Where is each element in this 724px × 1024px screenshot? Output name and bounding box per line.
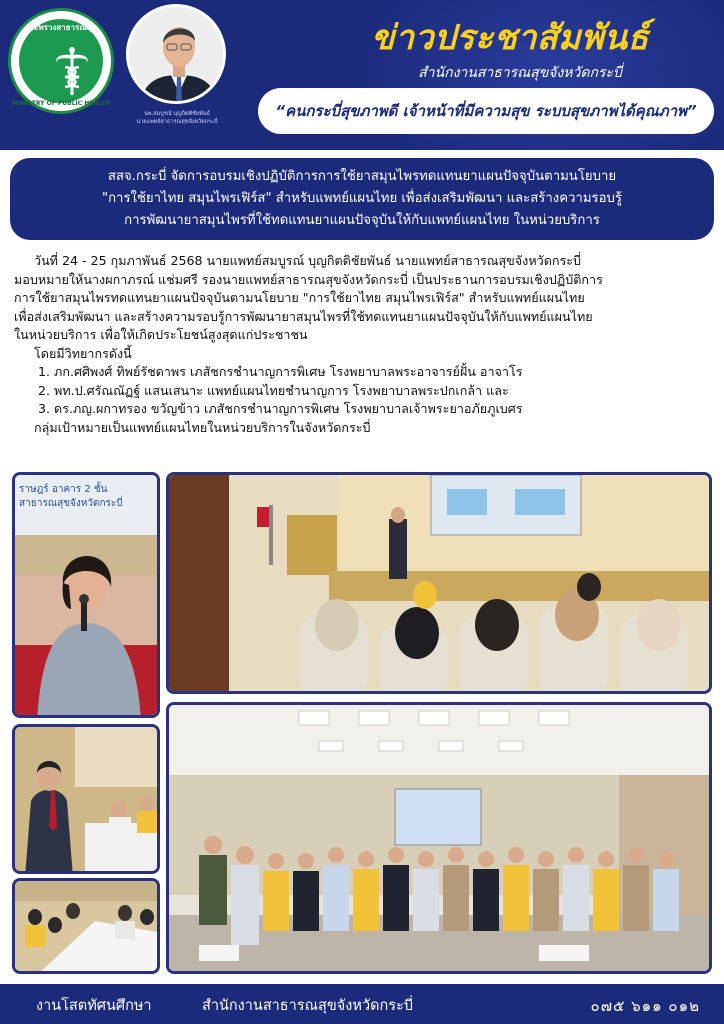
article-line: เพื่อส่งเสริมพัฒนา และสร้างความรอบรู้การพัฒนายาสมุนไพรที่ใช้ทดแทนยาแผนปัจจุบันให้กับแพทย์แผนไทย [14,308,593,324]
header-banner [0,0,724,150]
speaker-item: 3. ดร.ภญ.ผกาทรอง ขวัญข้าว เภสัชกรชำนาญการพิเศษ โรงพยาบาลเจ้าพระยาอภัยภูเบศร [38,401,523,416]
headline-line: การพัฒนายาสมุนไพรที่ใช้ทดแทนยาแผนปัจจุบันให้กับแพทย์แผนไทย ในหน่วยบริการ [124,213,600,228]
photo-scene [169,475,712,694]
headline-line: สสจ.กระบี่ จัดการอบรมเชิงปฏิบัติการการใช้ยาสมุนไพรทดแทนยาแผนปัจจุบันตามนโยบาย [107,169,617,184]
footer-bar [0,984,724,1024]
person-photo [129,7,226,104]
photo-classroom [166,472,712,694]
moph-logo-icon [8,8,114,114]
photo-scene [15,727,160,874]
page-subtitle: สำนักงานสาธารณสุขจังหวัดกระบี่ [418,65,622,81]
footer-org: สำนักงานสาธารณสุขจังหวัดกระบี่ [202,998,414,1014]
sign-line: สาธารณสุขจังหวัดกระบี่ [19,498,123,509]
slogan-banner: “คนกระบี่สุขภาพดี เจ้าหน้าที่มีความสุข ระบบสุขภาพได้คุณภาพ” [258,88,714,134]
page-title: ข่าวประชาสัมพันธ์ [371,18,649,58]
person-caption [112,110,242,126]
logo-green-disc [19,19,103,103]
article-line: วันที่ 24 - 25 กุมภาพันธ์ 2568 นายแพทย์สมบูรณ์ บุญกิตติชัยพันธ์ นายแพทย์สาธารณสุขจังหวัดกระบี่ [34,253,582,268]
speakers-intro: โดยมีวิทยากรดังนี้ [34,345,132,361]
footer-phone: ๐๗๕ ๖๑๑ ๐๑๒ [590,997,700,1015]
logo-text-thai: กระทรวงสาธารณสุข [24,23,98,32]
person-name: นพ.สมบูรณ์ บุญกิตติชัยพันธ์ [144,111,210,117]
target-group: กลุ่มเป้าหมายเป็นแพทย์แผนไทยในหน่วยบริการในจังหวัดกระบี่ [34,419,371,435]
article-body [14,252,714,437]
photo-group [166,702,712,974]
headline-box [10,158,714,240]
sign-line: ราษฎร์ อาคาร 2 ชั้น [19,484,108,495]
speaker-item: 1. ภก.ศศิพงศ์ ทิพย์รัชดาพร เภสัชกรชำนาญการพิเศษ โรงพยาบาลพระอาจารย์ฝั้น อาจาโร [38,364,523,379]
article-line: ในหน่วยบริการ เพื่อให้เกิดประโยชน์สูงสุดแก่ประชาชน [14,327,308,342]
caduceus-icon [49,45,95,97]
article-line: การใช้ยาสมุนไพรทดแทนยาแผนปัจจุบันตามนโยบาย "การใช้ยาไทย สมุนไพรเฟิร์ส" สำหรับแพทย์แผนไทย [14,290,585,305]
article-line: มอบหมายให้นางผกาภรณ์ แช่มศรี รองนายแพทย์สาธารณสุขจังหวัดกระบี่ เป็นประธานการอบรมเชิงปฏิบัติการ [14,271,603,287]
footer-dept: งานโสตทัศนศึกษา [36,998,152,1014]
photo-scene [15,475,160,718]
photo-scene [15,881,160,974]
photo-speaker-man [12,724,160,874]
headline-line: "การใช้ยาไทย สมุนไพรเฟิร์ส" สำหรับแพทย์แผนไทย เพื่อส่งเสริมพัฒนา และสร้างความรอบรู้ [102,191,622,206]
photo-tables [12,878,160,974]
logo-text-en: MINISTRY OF PUBLIC HEALTH [12,100,110,107]
portrait-photo [126,4,226,104]
person-title: นายแพทย์สาธารณสุขจังหวัดกระบี่ [136,119,218,125]
photo-sign [19,483,123,511]
speaker-item: 2. พท.ป.ศรัณณัฏฐ์ แสนเสนาะ แพทย์แผนไทยชำนาญการ โรงพยาบาลพระปกเกล้า และ [38,382,509,398]
photo-scene [169,705,712,974]
photo-speaker-woman [12,472,160,718]
